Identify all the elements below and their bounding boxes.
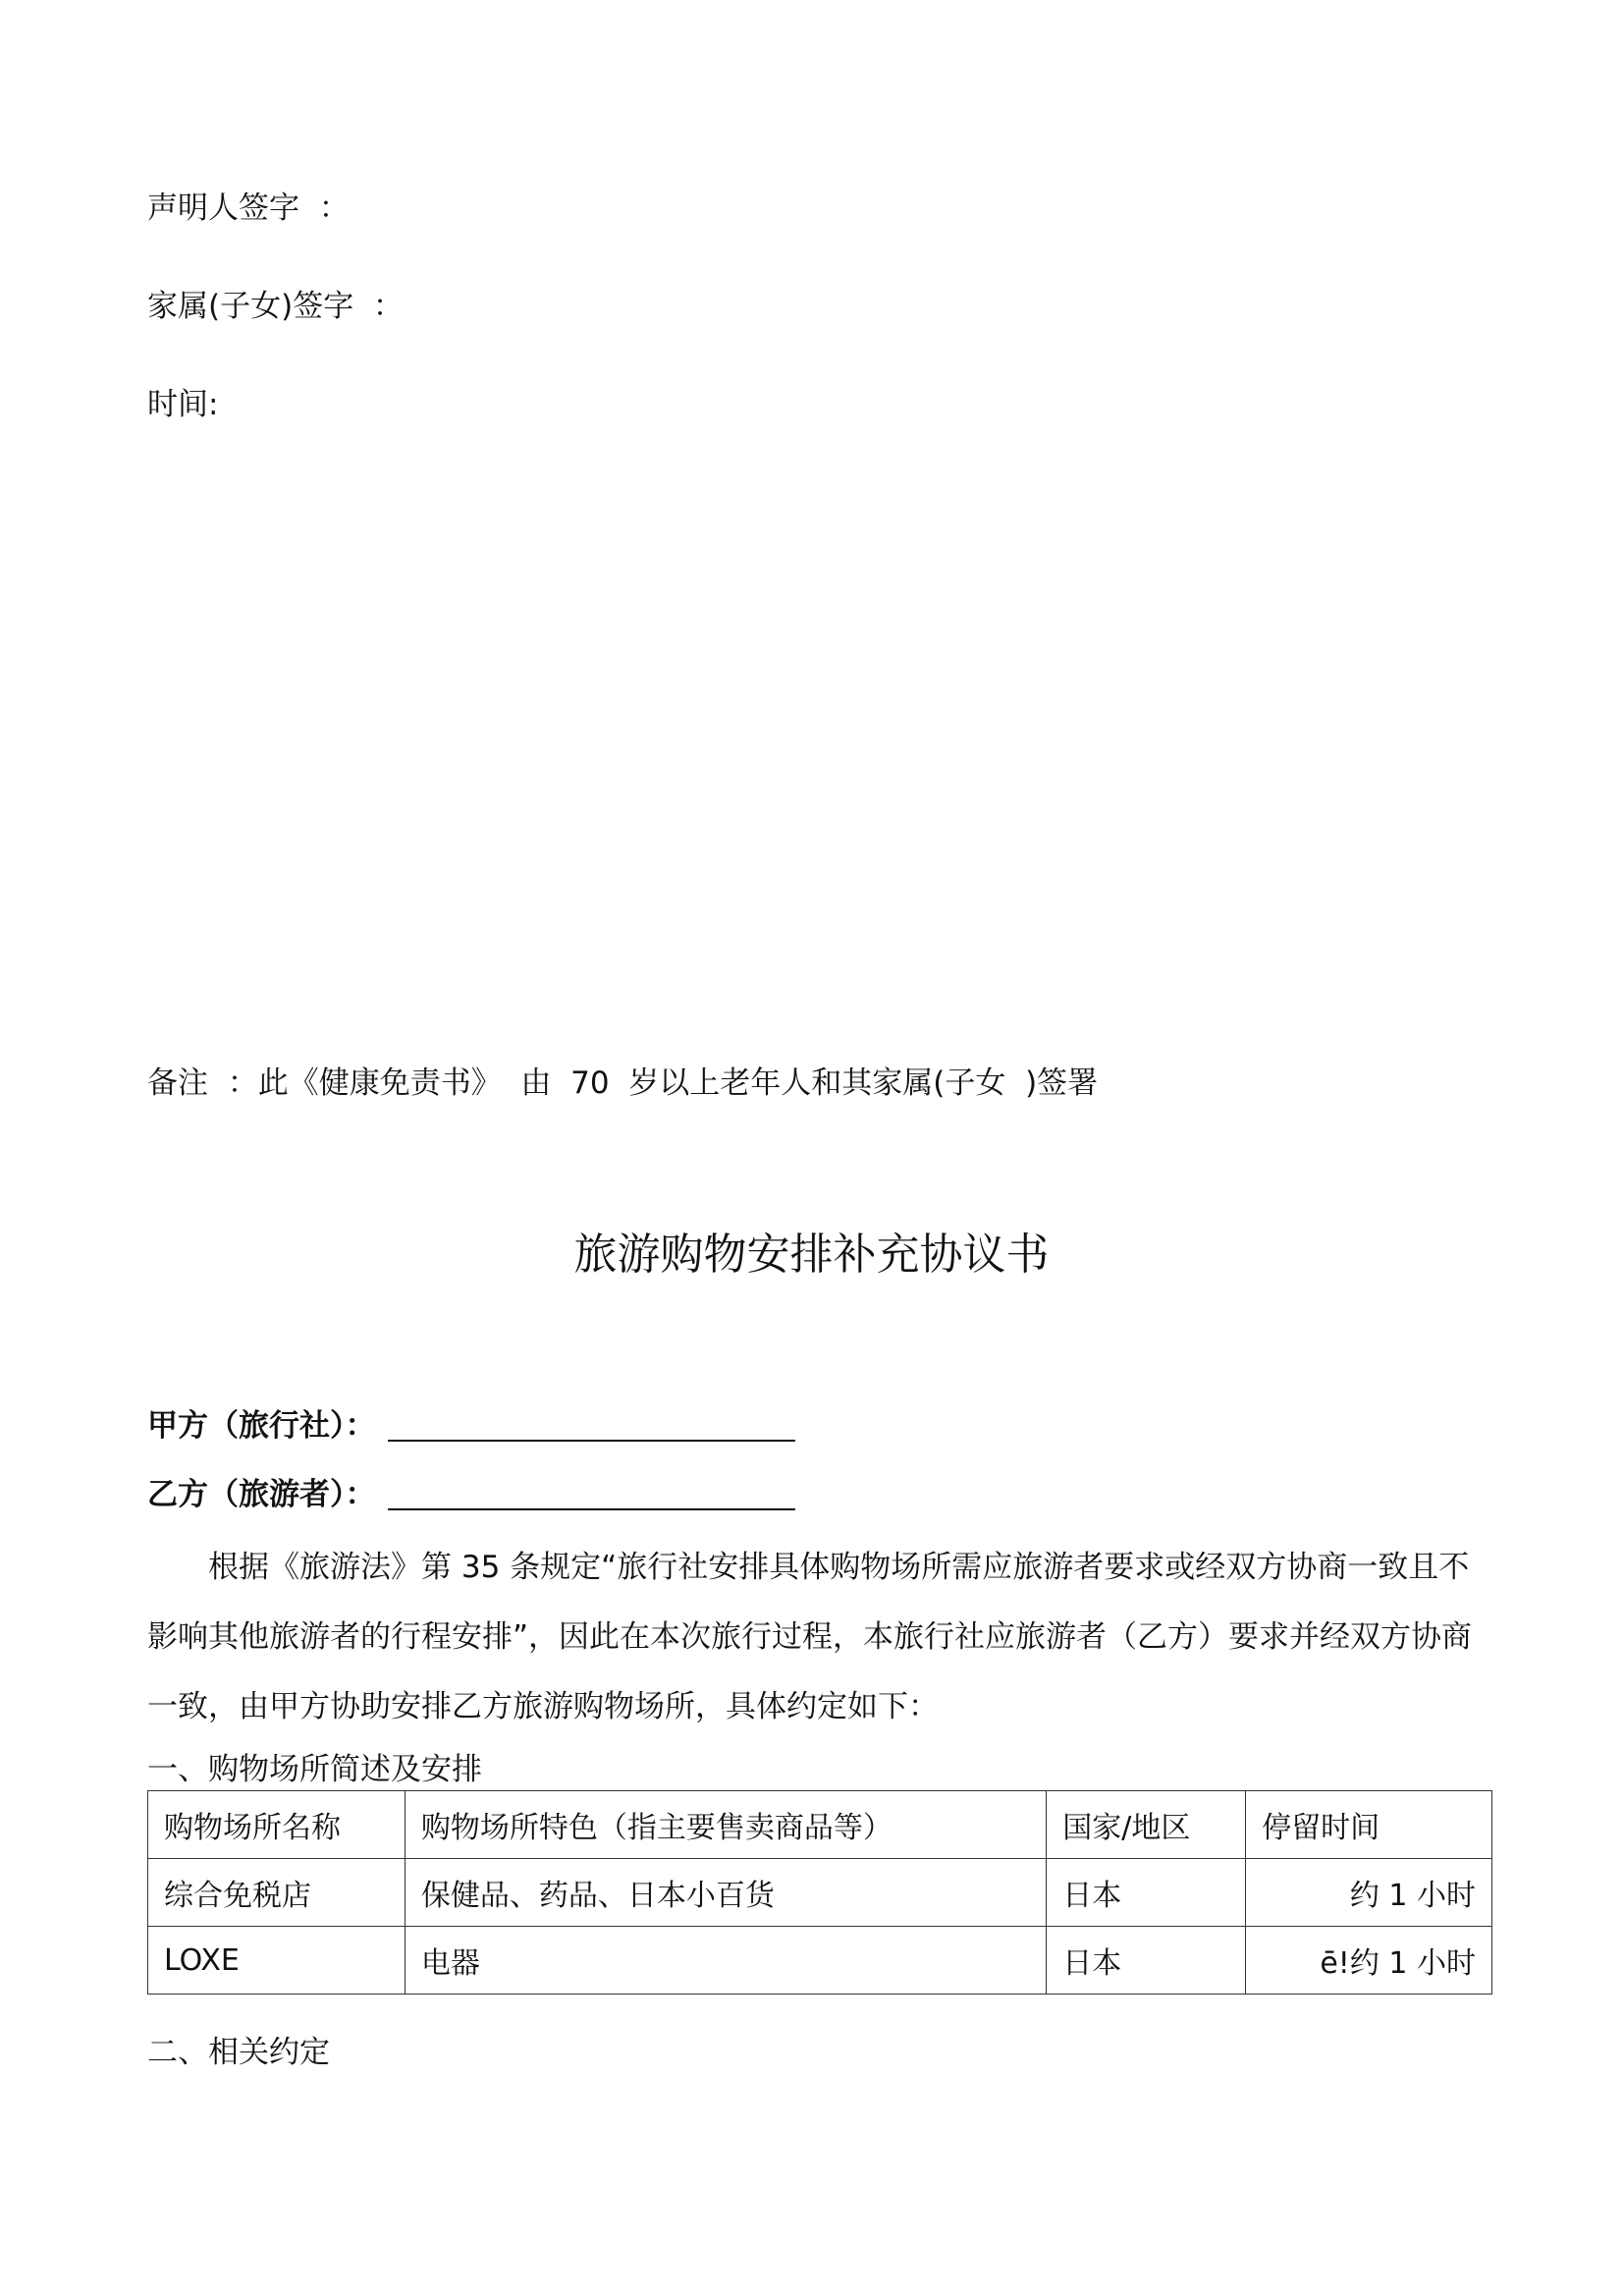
table-row	[148, 1927, 1492, 1995]
paragraph-line-2: 影响其他旅游者的行程安排”，因此在本次旅行过程，本旅行社应旅游者（乙方）要求并经双方协商	[147, 1619, 1473, 1655]
table-cell: 日本	[1047, 1859, 1246, 1927]
party-a-field	[147, 1406, 376, 1446]
header-cell: 停留时间	[1246, 1791, 1492, 1859]
agreement-paragraph	[147, 1548, 1483, 1757]
table-cell: 保健品、药品、日本小百货	[405, 1859, 1046, 1927]
time-label: 时间:	[147, 387, 219, 422]
shopping-table	[147, 1790, 1492, 1995]
party-a-label: 甲方（旅行社）：	[147, 1408, 376, 1444]
table-cell: ē!约 1 小时	[1246, 1927, 1492, 1995]
document-title: 旅游购物安排补充协议书	[573, 1230, 1050, 1280]
paragraph-line-3: 一致，由甲方协助安排乙方旅游购物场所，具体约定如下：	[147, 1689, 939, 1724]
header-cell: 购物场所特色（指主要售卖商品等）	[405, 1791, 1046, 1859]
header-cell: 国家/地区	[1047, 1791, 1246, 1859]
section-2-heading: 二、相关约定	[147, 2035, 330, 2070]
party-b-label: 乙方（旅游者）：	[147, 1477, 376, 1512]
table-cell: 综合免税店	[148, 1859, 406, 1927]
table-cell: 电器	[405, 1927, 1046, 1995]
header-cell: 购物场所名称	[148, 1791, 406, 1859]
section-1-heading: 一、购物场所简述及安排	[147, 1752, 482, 1787]
party-b-field	[147, 1475, 376, 1514]
table-cell: 日本	[1047, 1927, 1246, 1995]
party-a-blank-line	[388, 1440, 795, 1442]
signer-label: 声明人签字 ：	[147, 191, 350, 226]
declaration-note: 备注 ：此《健康免责书》 由 70 岁以上老年人和其家属(子女 )签署	[147, 1066, 1099, 1101]
table-header-row	[148, 1791, 1492, 1859]
table-cell: 约 1 小时	[1246, 1859, 1492, 1927]
party-b-blank-line	[388, 1508, 795, 1510]
paragraph-line-1: 根据《旅游法》第 35 条规定“旅行社安排具体购物场所需应旅游者要求或经双方协商一致且不	[208, 1550, 1470, 1585]
table-row	[148, 1859, 1492, 1927]
family-signer-label: 家属(子女)签字 ：	[147, 289, 404, 324]
table-cell: LOXE	[148, 1927, 406, 1995]
